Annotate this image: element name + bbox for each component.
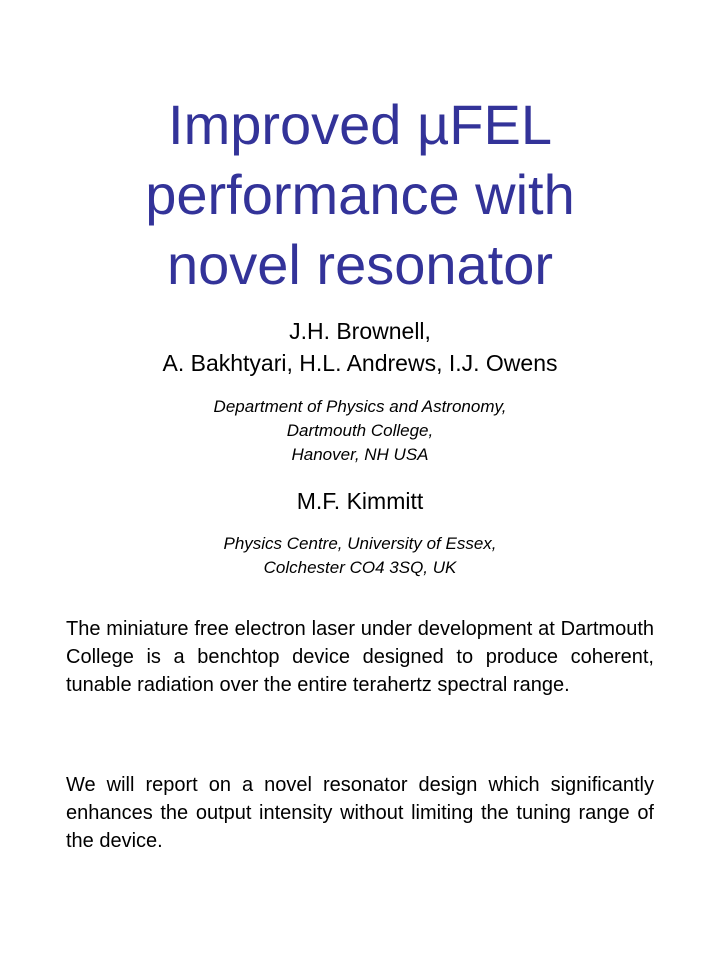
author-line-2: A. Bakhtyari, H.L. Andrews, I.J. Owens xyxy=(162,350,558,376)
slide-title xyxy=(40,90,680,300)
title-line-3: novel resonator xyxy=(166,233,553,296)
affiliation-dartmouth xyxy=(40,395,680,467)
abstract-paragraph-2: We will report on a novel resonator design which significantly enhances the output intensity without limiting the tuning range of the device. xyxy=(66,774,654,852)
author-kimmitt: M.F. Kimmitt xyxy=(296,488,424,514)
abstract-paragraph-1: The miniature free electron laser under development at Dartmouth College is a benchtop device designed to produce coherent, tunable radiation over the entire terahertz spectral range. xyxy=(66,618,654,696)
title-line-2: performance with xyxy=(145,163,575,226)
affiliation-1-line-3: Hanover, NH USA xyxy=(291,445,429,464)
title-line-1: Improved µFEL xyxy=(168,93,552,156)
affiliation-1-line-1: Department of Physics and Astronomy, xyxy=(213,397,507,416)
author-line-1: J.H. Brownell, xyxy=(289,318,431,344)
affiliation-2-line-1: Physics Centre, University of Essex, xyxy=(223,534,497,553)
author-list xyxy=(40,315,680,379)
affiliation-essex xyxy=(40,532,680,580)
affiliation-2-line-2: Colchester CO4 3SQ, UK xyxy=(263,558,457,577)
affiliation-1-line-2: Dartmouth College, xyxy=(286,421,434,440)
